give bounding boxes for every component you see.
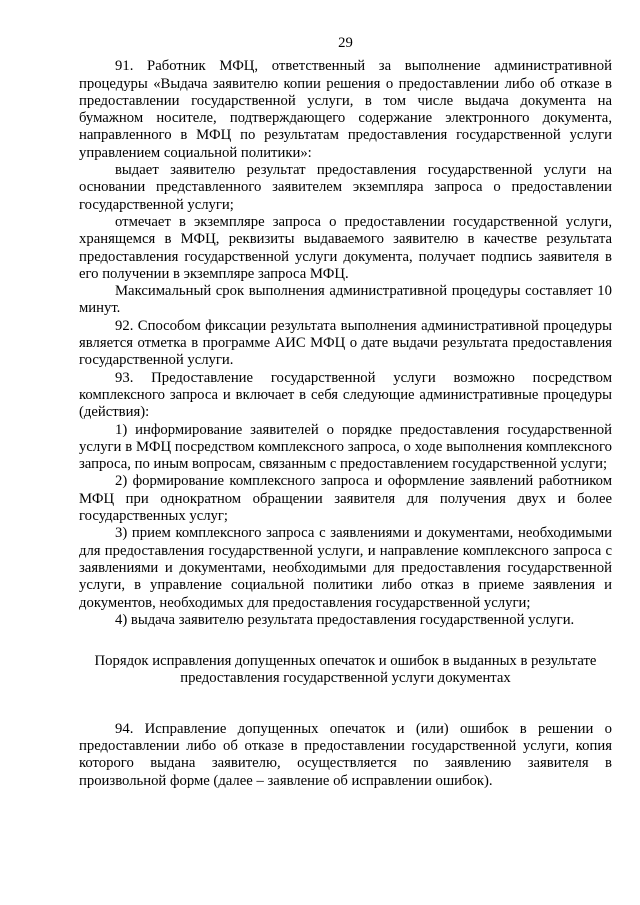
paragraph-93-item-3: 3) прием комплексного запроса с заявлениями и документами, необходимыми для предоставления государственной услуги, и направление комплексного запроса с заявлениями и документами, необходимыми для предоставления государственной услуги, в управление социальной политики либо отказ в приеме заявления и документов, необходимых для предоставления государственной услуги; [79,525,612,611]
paragraph-91-item-issue: выдает заявителю результат предоставления государственной услуги на основании представленного заявителем экземпляра запроса о предоставлении государственной услуги; [79,162,612,213]
paragraph-92: 92. Способом фиксации результата выполнения административной процедуры является отметка в программе АИС МФЦ о дате выдачи результата предоставления государственной услуги. [79,317,612,369]
paragraph-93-item-2: 2) формирование комплексного запроса и оформление заявлений работником МФЦ при однократном обращении заявителя для получения двух и более государственных услуг; [79,473,612,525]
paragraph-91-item-mark: отмечает в экземпляре запроса о предоставлении государственной услуги, хранящемся в МФЦ, реквизиты выдаваемого заявителю в качестве результата предоставления государственной услуги документа, получает подпись заявителя в его получении в экземпляре запроса МФЦ. [79,213,612,282]
page-number: 29 [338,35,353,51]
paragraph-max-duration: Максимальный срок выполнения административной процедуры составляет 10 минут. [79,283,612,317]
paragraph-94: 94. Исправление допущенных опечаток и (или) ошибок в решении о предоставлении либо об отказе в предоставлении государственной услуги, копия которого выдана заявителю, осуществляется по заявлению заявителя в произвольной форме (далее – заявление об исправлении ошибок). [79,720,612,789]
paragraph-91: 91. Работник МФЦ, ответственный за выполнение административной процедуры «Выдача заявителю копии решения о предоставлении либо об отказе в предоставлении государственной услуги, в том числе выдача документа на бумажном носителе, подтверждающего содержание электронного документа, направленного в МФЦ по результатам предоставления государственной услуги управлением социальной политики»: [79,58,612,161]
paragraph-93: 93. Предоставление государственной услуги возможно посредством комплексного запроса и включает в себя следующие административные процедуры (действия): [79,369,612,421]
paragraph-93-item-1: 1) информирование заявителей о порядке предоставления государственной услуги в МФЦ посредством комплексного запроса, о ходе выполнения комплексного запроса, по иным вопросам, связанным с предоставлением государственной услуги; [79,421,612,473]
section-heading: Порядок исправления допущенных опечаток и ошибок в выданных в результате предоставления государственной услуги документах [94,653,597,687]
paragraph-93-item-4: 4) выдача заявителю результата предоставления государственной услуги. [115,611,575,628]
